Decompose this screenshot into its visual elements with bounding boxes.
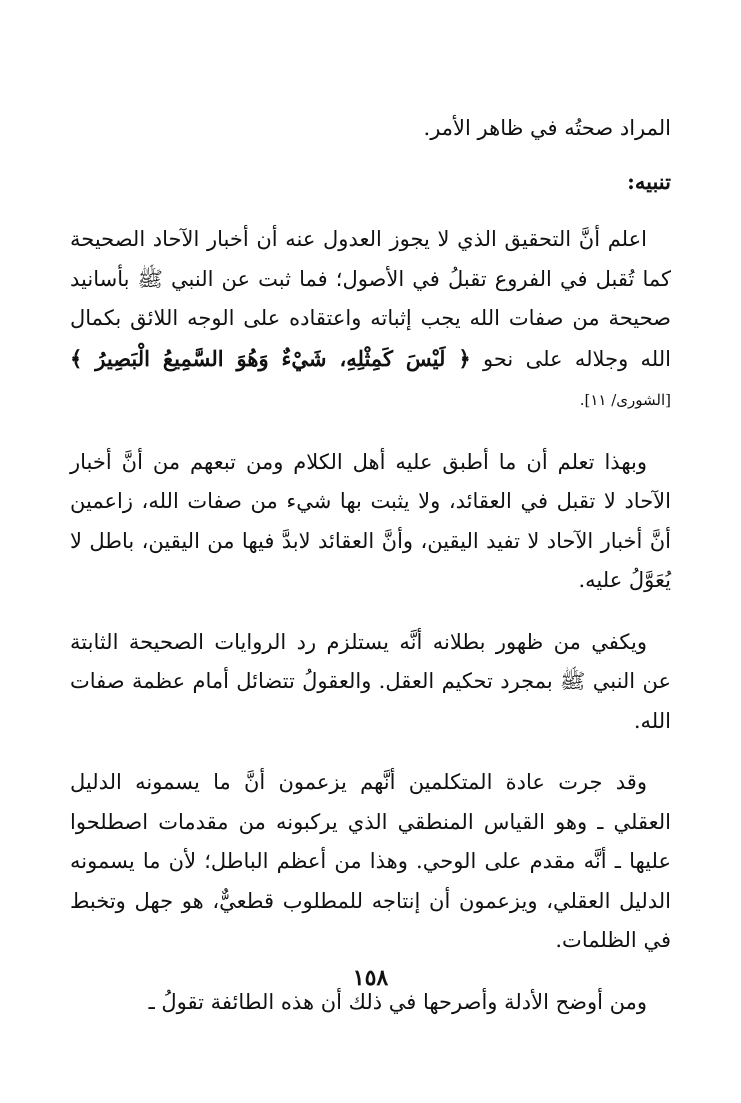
- paragraph-3: ويكفي من ظهور بطلانه أنَّه يستلزم رد الروايات الصحيحة الثابتة عن النبي ﷺ بمجرد تحكيم العقل. والعقولُ تتضائل أمام عظمة صفات الله.: [70, 629, 671, 733]
- page-body: [70, 108, 671, 1022]
- notice-heading: تنبيه:: [627, 169, 671, 194]
- paragraph-1-text: اعلم أنَّ التحقيق الذي لا يجوز العدول عنه أن أخبار الآحاد الصحيحة كما تُقبل في الفروع تقبلُ في الأصول؛ فما ثبت عن النبي ﷺ بأسانيد صحيحة من صفات الله يجب إثباته واعتقاده على الوجه اللائق بكمال الله وجلاله على نحو: [70, 227, 671, 371]
- paragraph-1: [70, 220, 671, 421]
- paragraph-2: وبهذا تعلم أن ما أطبق عليه أهل الكلام ومن تبعهم من أنَّ أخبار الآحاد لا تقبل في العقائد، ولا يثبت بها شيء من صفات الله، زاعمين أنَّ أخبار الآحاد لا تفيد اليقين، وأنَّ العقائد لابدَّ فيها من اليقين، باطل لا يُعَوَّلُ عليه.: [70, 449, 671, 592]
- paragraph-4: وقد جرت عادة المتكلمين أنَّهم يزعمون أنَّ ما يسمونه الدليل العقلي ـ وهو القياس المنطقي الذي يركبونه من مقدمات اصطلحوا عليها ـ أنَّه مقدم على الوحي. وهذا من أعظم الباطل؛ لأن ما يسمونه الدليل العقلي، ويزعمون أن إنتاجه للمطلوب قطعيٌّ، هو جهل وتخبط في الظلمات.: [70, 770, 671, 952]
- paragraph-5: ومن أوضح الأدلة وأصرحها في ذلك أن هذه الطائفة تقولُ ـ: [148, 989, 647, 1014]
- page-number: ١٥٨: [352, 965, 389, 991]
- opening-line: المراد صحتُه في ظاهر الأمر.: [423, 116, 671, 140]
- quran-verse: ﴿ لَيْسَ كَمِثْلِهِ، شَيْءٌ وَهُوَ السَّمِيعُ الْبَصِيرُ ﴾: [70, 345, 471, 371]
- verse-citation: [الشورى/ ١١].: [579, 391, 671, 409]
